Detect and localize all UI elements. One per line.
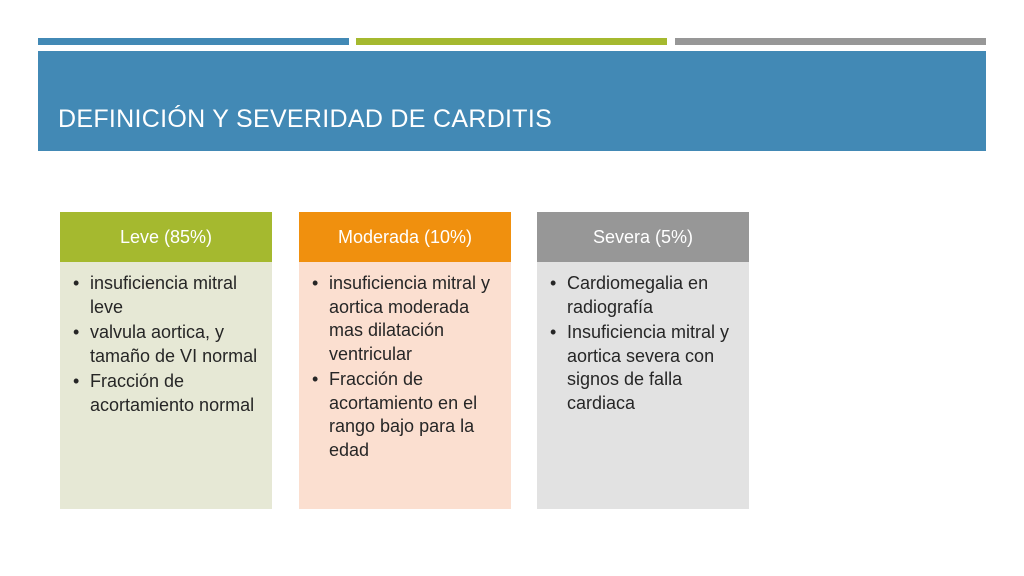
accent-bar-green [356, 38, 667, 45]
card-moderada [299, 212, 511, 509]
list-item: • Fracción de acortamiento en el rango bajo para la edad [312, 368, 499, 462]
card-body [299, 262, 511, 509]
bullet-list [73, 272, 260, 417]
list-item: • Fracción de acortamiento normal [73, 370, 260, 417]
list-item: • Insuficiencia mitral y aortica severa con signos de falla cardiaca [550, 321, 737, 415]
slide-title: DEFINICIÓN Y SEVERIDAD DE CARDITIS [58, 105, 553, 133]
list-item: • Cardiomegalia en radiografía [550, 272, 737, 319]
bullet-list [550, 272, 737, 415]
list-item: • insuficiencia mitral y aortica moderada mas dilatación ventricular [312, 272, 499, 366]
card-body [60, 262, 272, 509]
card-heading: Moderada (10%) [299, 212, 511, 262]
list-item: • valvula aortica, y tamaño de VI normal [73, 321, 260, 368]
title-banner [38, 51, 986, 151]
list-item: • insuficiencia mitral leve [73, 272, 260, 319]
accent-bar-blue [38, 38, 349, 45]
card-severa [537, 212, 749, 509]
accent-bar-gray [675, 38, 986, 45]
card-body [537, 262, 749, 509]
card-heading: Severa (5%) [537, 212, 749, 262]
card-leve [60, 212, 272, 509]
bullet-list [312, 272, 499, 462]
card-heading: Leve (85%) [60, 212, 272, 262]
